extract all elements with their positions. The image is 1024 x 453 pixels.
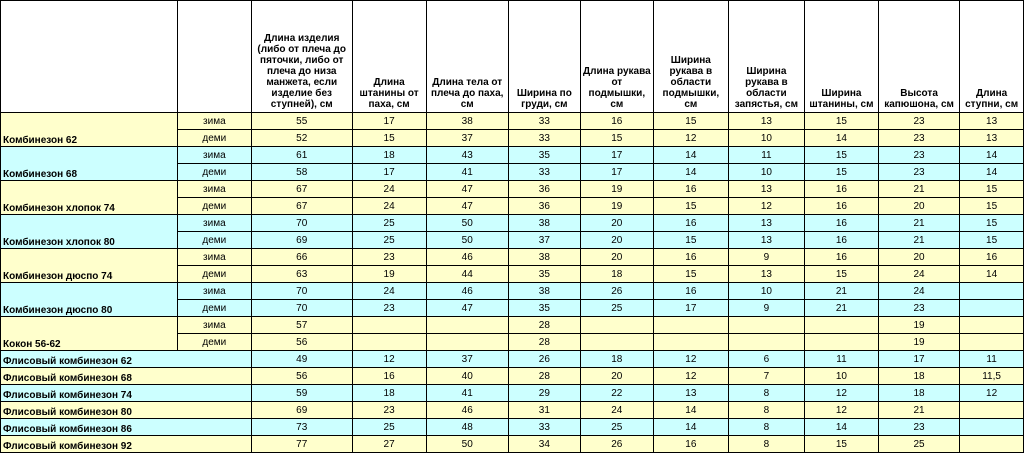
season-cell: деми	[177, 266, 251, 283]
value-cell: 13	[728, 215, 804, 232]
value-cell: 67	[251, 181, 352, 198]
value-cell: 40	[426, 368, 508, 385]
value-cell: 58	[251, 164, 352, 181]
value-cell: 41	[426, 164, 508, 181]
season-cell: деми	[177, 198, 251, 215]
value-cell: 15	[960, 232, 1024, 249]
value-cell: 20	[580, 249, 653, 266]
value-cell: 69	[251, 402, 352, 419]
value-cell: 19	[580, 181, 653, 198]
product-name: Комбинезон дюспо 74	[1, 249, 178, 283]
value-cell: 23	[878, 164, 959, 181]
value-cell: 23	[352, 402, 426, 419]
value-cell: 25	[580, 300, 653, 317]
value-cell: 28	[508, 334, 580, 351]
value-cell	[960, 419, 1024, 436]
value-cell: 26	[580, 283, 653, 300]
table-row	[1, 402, 1024, 419]
value-cell: 23	[878, 419, 959, 436]
product-name: Флисовый комбинезон 86	[1, 419, 252, 436]
value-cell: 56	[251, 368, 352, 385]
value-cell: 9	[728, 300, 804, 317]
value-cell: 14	[653, 164, 728, 181]
value-cell: 13	[728, 113, 804, 130]
value-cell: 69	[251, 232, 352, 249]
value-cell: 56	[251, 334, 352, 351]
value-cell: 11	[804, 351, 878, 368]
header-cell: Длина штанины от паха, см	[352, 1, 426, 113]
season-cell: зима	[177, 215, 251, 232]
value-cell: 14	[960, 164, 1024, 181]
value-cell: 21	[878, 402, 959, 419]
value-cell: 17	[653, 300, 728, 317]
value-cell: 38	[508, 283, 580, 300]
value-cell: 18	[352, 147, 426, 164]
value-cell: 50	[426, 232, 508, 249]
season-cell: деми	[177, 334, 251, 351]
value-cell: 15	[804, 164, 878, 181]
value-cell	[960, 402, 1024, 419]
value-cell: 23	[878, 113, 959, 130]
header-cell	[1, 1, 178, 113]
value-cell: 25	[878, 436, 959, 453]
value-cell	[960, 283, 1024, 300]
value-cell	[960, 317, 1024, 334]
value-cell: 31	[508, 402, 580, 419]
product-name: Комбинезон 62	[1, 113, 178, 147]
value-cell: 16	[352, 368, 426, 385]
product-name: Флисовый комбинезон 74	[1, 385, 252, 402]
header-cell: Ширина рукава в области запястья, см	[728, 1, 804, 113]
value-cell: 10	[804, 368, 878, 385]
value-cell: 77	[251, 436, 352, 453]
value-cell: 43	[426, 147, 508, 164]
value-cell: 13	[728, 232, 804, 249]
value-cell: 18	[878, 368, 959, 385]
value-cell: 13	[960, 113, 1024, 130]
value-cell: 7	[728, 368, 804, 385]
header-cell: Длина рукава от подмышки, см	[580, 1, 653, 113]
table-body	[1, 113, 1024, 453]
table-row	[1, 147, 1024, 164]
value-cell: 50	[426, 215, 508, 232]
table-row	[1, 181, 1024, 198]
value-cell: 59	[251, 385, 352, 402]
value-cell: 24	[352, 181, 426, 198]
value-cell: 10	[728, 164, 804, 181]
value-cell: 38	[508, 215, 580, 232]
header-cell: Высота капюшона, см	[878, 1, 959, 113]
value-cell: 8	[728, 419, 804, 436]
value-cell: 15	[804, 266, 878, 283]
value-cell: 18	[580, 351, 653, 368]
value-cell	[653, 317, 728, 334]
value-cell: 15	[960, 181, 1024, 198]
value-cell: 19	[878, 334, 959, 351]
value-cell: 16	[653, 436, 728, 453]
value-cell: 17	[580, 164, 653, 181]
value-cell	[728, 334, 804, 351]
value-cell: 16	[653, 181, 728, 198]
value-cell: 35	[508, 266, 580, 283]
value-cell: 23	[878, 300, 959, 317]
value-cell: 25	[352, 215, 426, 232]
value-cell: 14	[653, 402, 728, 419]
value-cell	[426, 334, 508, 351]
value-cell: 18	[352, 385, 426, 402]
value-cell: 14	[960, 266, 1024, 283]
value-cell: 19	[878, 317, 959, 334]
header-cell: Ширина штанины, см	[804, 1, 878, 113]
value-cell: 18	[580, 266, 653, 283]
value-cell: 16	[804, 215, 878, 232]
value-cell: 21	[878, 215, 959, 232]
value-cell: 48	[426, 419, 508, 436]
value-cell: 33	[508, 130, 580, 147]
value-cell: 67	[251, 198, 352, 215]
value-cell: 21	[878, 181, 959, 198]
value-cell: 12	[960, 385, 1024, 402]
value-cell: 15	[804, 147, 878, 164]
value-cell: 21	[804, 300, 878, 317]
value-cell: 20	[878, 198, 959, 215]
season-cell: зима	[177, 283, 251, 300]
value-cell	[804, 334, 878, 351]
value-cell: 20	[580, 232, 653, 249]
season-cell: деми	[177, 232, 251, 249]
value-cell: 8	[728, 436, 804, 453]
value-cell: 20	[878, 249, 959, 266]
value-cell: 41	[426, 385, 508, 402]
value-cell: 12	[352, 351, 426, 368]
value-cell	[352, 334, 426, 351]
value-cell: 23	[878, 147, 959, 164]
value-cell	[352, 317, 426, 334]
value-cell: 36	[508, 181, 580, 198]
table-row	[1, 351, 1024, 368]
value-cell: 47	[426, 198, 508, 215]
value-cell: 13	[728, 266, 804, 283]
value-cell: 14	[653, 147, 728, 164]
value-cell: 23	[352, 249, 426, 266]
value-cell: 16	[580, 113, 653, 130]
value-cell	[960, 334, 1024, 351]
table-row	[1, 385, 1024, 402]
value-cell: 18	[878, 385, 959, 402]
value-cell: 46	[426, 402, 508, 419]
value-cell: 15	[580, 130, 653, 147]
value-cell: 21	[804, 283, 878, 300]
value-cell: 70	[251, 283, 352, 300]
value-cell: 13	[653, 385, 728, 402]
value-cell: 73	[251, 419, 352, 436]
value-cell: 36	[508, 198, 580, 215]
value-cell: 6	[728, 351, 804, 368]
product-name: Комбинезон хлопок 74	[1, 181, 178, 215]
value-cell	[804, 317, 878, 334]
value-cell: 15	[960, 215, 1024, 232]
value-cell: 28	[508, 317, 580, 334]
value-cell: 12	[653, 130, 728, 147]
value-cell: 35	[508, 300, 580, 317]
header-cell: Длина изделия (либо от плеча до пяточки, либо от плеча до низа манжета, если изделие без ступней), см	[251, 1, 352, 113]
table-row	[1, 283, 1024, 300]
value-cell: 20	[580, 215, 653, 232]
value-cell: 16	[653, 215, 728, 232]
value-cell: 47	[426, 300, 508, 317]
table-row	[1, 317, 1024, 334]
value-cell: 34	[508, 436, 580, 453]
value-cell: 8	[728, 402, 804, 419]
header-cell	[177, 1, 251, 113]
value-cell	[960, 300, 1024, 317]
value-cell: 61	[251, 147, 352, 164]
value-cell: 9	[728, 249, 804, 266]
value-cell: 15	[352, 130, 426, 147]
product-name: Комбинезон хлопок 80	[1, 215, 178, 249]
value-cell	[580, 334, 653, 351]
value-cell: 24	[352, 283, 426, 300]
value-cell: 37	[426, 130, 508, 147]
value-cell: 15	[653, 232, 728, 249]
value-cell: 50	[426, 436, 508, 453]
table-row	[1, 249, 1024, 266]
value-cell: 16	[960, 249, 1024, 266]
season-cell: деми	[177, 130, 251, 147]
value-cell: 16	[653, 249, 728, 266]
value-cell: 23	[878, 130, 959, 147]
value-cell: 46	[426, 283, 508, 300]
value-cell: 29	[508, 385, 580, 402]
value-cell: 14	[960, 147, 1024, 164]
value-cell: 17	[580, 147, 653, 164]
value-cell: 16	[804, 181, 878, 198]
product-name: Флисовый комбинезон 62	[1, 351, 252, 368]
value-cell: 63	[251, 266, 352, 283]
value-cell: 10	[728, 283, 804, 300]
value-cell: 57	[251, 317, 352, 334]
value-cell: 14	[804, 130, 878, 147]
value-cell: 33	[508, 164, 580, 181]
value-cell: 16	[804, 198, 878, 215]
value-cell: 12	[804, 402, 878, 419]
value-cell: 20	[580, 368, 653, 385]
value-cell: 14	[804, 419, 878, 436]
value-cell	[580, 317, 653, 334]
value-cell: 37	[426, 351, 508, 368]
value-cell: 23	[352, 300, 426, 317]
value-cell: 70	[251, 215, 352, 232]
value-cell: 44	[426, 266, 508, 283]
value-cell: 17	[352, 113, 426, 130]
value-cell: 28	[508, 368, 580, 385]
table-row	[1, 436, 1024, 453]
value-cell: 24	[878, 266, 959, 283]
season-cell: деми	[177, 164, 251, 181]
table-row	[1, 215, 1024, 232]
season-cell: деми	[177, 300, 251, 317]
season-cell: зима	[177, 317, 251, 334]
value-cell: 38	[426, 113, 508, 130]
value-cell: 12	[653, 368, 728, 385]
header-cell: Длина тела от плеча до паха, см	[426, 1, 508, 113]
value-cell: 16	[804, 232, 878, 249]
value-cell: 15	[653, 266, 728, 283]
value-cell: 26	[580, 436, 653, 453]
value-cell: 11	[960, 351, 1024, 368]
value-cell: 27	[352, 436, 426, 453]
value-cell: 13	[728, 181, 804, 198]
value-cell: 11,5	[960, 368, 1024, 385]
season-cell: зима	[177, 147, 251, 164]
value-cell: 33	[508, 113, 580, 130]
value-cell	[653, 334, 728, 351]
value-cell: 21	[878, 232, 959, 249]
value-cell: 55	[251, 113, 352, 130]
value-cell: 24	[352, 198, 426, 215]
value-cell	[960, 436, 1024, 453]
value-cell: 15	[804, 436, 878, 453]
value-cell: 15	[804, 113, 878, 130]
table-row	[1, 113, 1024, 130]
value-cell: 15	[653, 198, 728, 215]
value-cell: 15	[960, 198, 1024, 215]
value-cell: 37	[508, 232, 580, 249]
value-cell: 25	[352, 419, 426, 436]
value-cell: 70	[251, 300, 352, 317]
value-cell: 17	[878, 351, 959, 368]
value-cell: 19	[352, 266, 426, 283]
table-row	[1, 419, 1024, 436]
season-cell: зима	[177, 249, 251, 266]
product-name: Флисовый комбинезон 80	[1, 402, 252, 419]
table-row	[1, 368, 1024, 385]
product-name: Флисовый комбинезон 68	[1, 368, 252, 385]
product-name: Флисовый комбинезон 92	[1, 436, 252, 453]
season-cell: зима	[177, 113, 251, 130]
header-row	[1, 1, 1024, 113]
product-name: Кокон 56-62	[1, 317, 178, 351]
value-cell: 19	[580, 198, 653, 215]
header-cell: Длина ступни, см	[960, 1, 1024, 113]
value-cell: 46	[426, 249, 508, 266]
value-cell: 22	[580, 385, 653, 402]
value-cell: 15	[653, 113, 728, 130]
value-cell: 10	[728, 130, 804, 147]
season-cell: зима	[177, 181, 251, 198]
value-cell: 8	[728, 385, 804, 402]
value-cell: 14	[653, 419, 728, 436]
product-name: Комбинезон 68	[1, 147, 178, 181]
value-cell: 12	[728, 198, 804, 215]
value-cell: 25	[580, 419, 653, 436]
value-cell	[426, 317, 508, 334]
value-cell: 12	[653, 351, 728, 368]
value-cell: 35	[508, 147, 580, 164]
value-cell: 66	[251, 249, 352, 266]
header-cell: Ширина рукава в области подмышки, см	[653, 1, 728, 113]
value-cell: 47	[426, 181, 508, 198]
value-cell: 13	[960, 130, 1024, 147]
product-name: Комбинезон дюспо 80	[1, 283, 178, 317]
value-cell: 16	[804, 249, 878, 266]
value-cell: 52	[251, 130, 352, 147]
header-cell: Ширина по груди, см	[508, 1, 580, 113]
value-cell	[728, 317, 804, 334]
value-cell: 24	[580, 402, 653, 419]
value-cell: 17	[352, 164, 426, 181]
value-cell: 49	[251, 351, 352, 368]
value-cell: 25	[352, 232, 426, 249]
value-cell: 26	[508, 351, 580, 368]
value-cell: 11	[728, 147, 804, 164]
value-cell: 33	[508, 419, 580, 436]
value-cell: 24	[878, 283, 959, 300]
value-cell: 38	[508, 249, 580, 266]
value-cell: 16	[653, 283, 728, 300]
value-cell: 12	[804, 385, 878, 402]
